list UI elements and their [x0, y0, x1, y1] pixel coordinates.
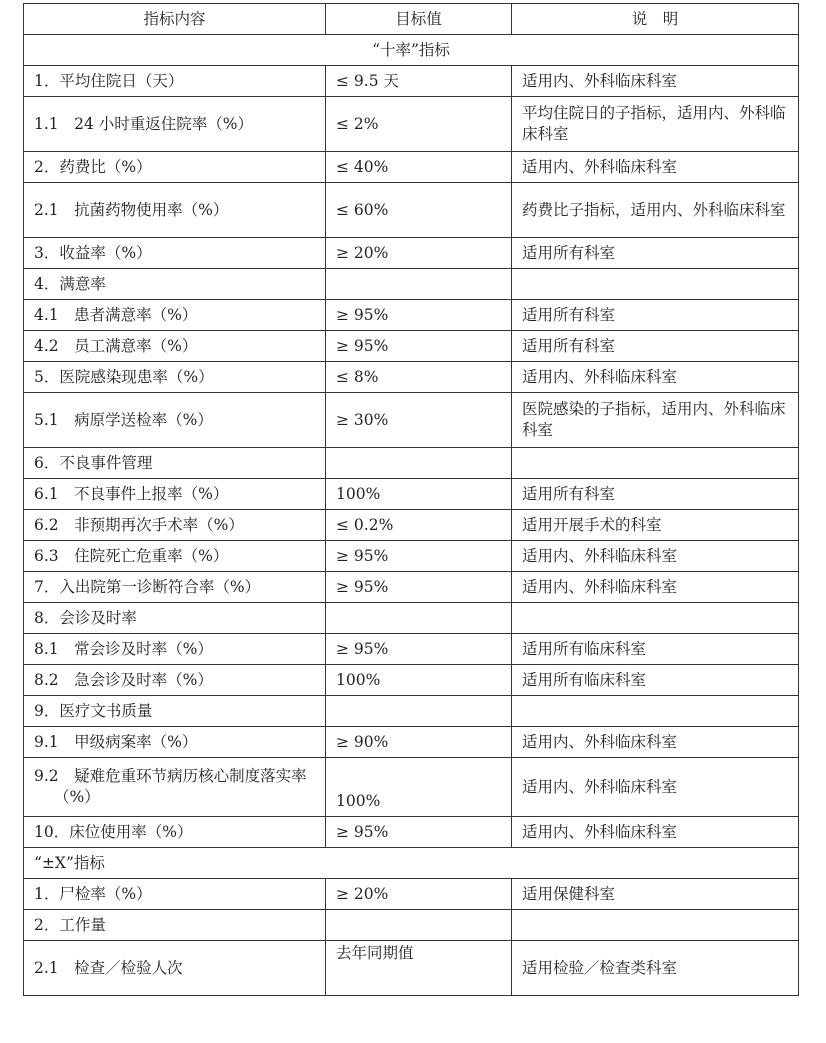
target-value: ≥ 90%	[326, 727, 512, 758]
header-row	[24, 4, 799, 35]
note: 适用所有临床科室	[512, 634, 799, 665]
table-row	[24, 603, 799, 634]
table-row	[24, 183, 799, 238]
indicator-name: 8.1 常会诊及时率（%）	[24, 634, 326, 665]
target-value: ≤ 9.5 天	[326, 66, 512, 97]
note: 药费比子指标，适用内、外科临床科室	[512, 183, 799, 238]
target-value: ≥ 95%	[326, 300, 512, 331]
table-row	[24, 97, 799, 152]
note: 医院感染的子指标，适用内、外科临床科室	[512, 393, 799, 448]
indicator-name: 5.1 病原学送检率（%）	[24, 393, 326, 448]
table-row	[24, 152, 799, 183]
indicator-name: 4．满意率	[24, 269, 326, 300]
table-row	[24, 393, 799, 448]
table-row	[24, 696, 799, 727]
indicator-name: 2.1 检查／检验人次	[24, 941, 326, 996]
note	[512, 269, 799, 300]
table-row	[24, 572, 799, 603]
header-note: 说 明	[512, 4, 799, 35]
target-value: ≥ 30%	[326, 393, 512, 448]
indicator-name: 4.1 患者满意率（%）	[24, 300, 326, 331]
target-value: 100%	[326, 665, 512, 696]
target-value: ≤ 40%	[326, 152, 512, 183]
target-value: ≥ 20%	[326, 879, 512, 910]
note: 适用保健科室	[512, 879, 799, 910]
section-row-x	[24, 848, 799, 879]
header-content: 指标内容	[24, 4, 326, 35]
note: 适用内、外科临床科室	[512, 541, 799, 572]
table-row	[24, 362, 799, 393]
note	[512, 448, 799, 479]
indicator-name: 2．工作量	[24, 910, 326, 941]
indicator-name: 6.2 非预期再次手术率（%）	[24, 510, 326, 541]
note	[512, 603, 799, 634]
target-value: ≤ 60%	[326, 183, 512, 238]
note: 适用开展手术的科室	[512, 510, 799, 541]
target-value: ≤ 8%	[326, 362, 512, 393]
indicator-name: 4.2 员工满意率（%）	[24, 331, 326, 362]
target-value: ≥ 95%	[326, 572, 512, 603]
indicator-table	[23, 3, 799, 996]
note: 适用所有临床科室	[512, 665, 799, 696]
table-row	[24, 269, 799, 300]
note: 适用内、外科临床科室	[512, 727, 799, 758]
note: 适用内、外科临床科室	[512, 758, 799, 817]
target-value: 100%	[326, 479, 512, 510]
table-row	[24, 727, 799, 758]
note: 适用所有科室	[512, 331, 799, 362]
target-value	[326, 269, 512, 300]
indicator-name: 8.2 急会诊及时率（%）	[24, 665, 326, 696]
target-value: ≥ 95%	[326, 541, 512, 572]
target-value: ≥ 20%	[326, 238, 512, 269]
indicator-name: 9.2 疑难危重环节病历核心制度落实率（%）	[24, 758, 326, 817]
indicator-name: 1．尸检率（%）	[24, 879, 326, 910]
note	[512, 696, 799, 727]
table-row	[24, 300, 799, 331]
indicator-name: 2．药费比（%）	[24, 152, 326, 183]
target-value: ≤ 2%	[326, 97, 512, 152]
target-value	[326, 696, 512, 727]
indicator-name: 8．会诊及时率	[24, 603, 326, 634]
indicator-name: 1.1 24 小时重返住院率（%）	[24, 97, 326, 152]
note: 适用内、外科临床科室	[512, 362, 799, 393]
target-value	[326, 603, 512, 634]
note: 适用内、外科临床科室	[512, 817, 799, 848]
table-row	[24, 448, 799, 479]
table-row	[24, 510, 799, 541]
target-value: ≥ 95%	[326, 817, 512, 848]
indicator-name: 1．平均住院日（天）	[24, 66, 326, 97]
table-row	[24, 879, 799, 910]
indicator-name: 10．床位使用率（%）	[24, 817, 326, 848]
indicator-name: 9.1 甲级病案率（%）	[24, 727, 326, 758]
table-row	[24, 758, 799, 817]
table-row	[24, 665, 799, 696]
target-value: 去年同期值	[326, 941, 512, 996]
table-row	[24, 817, 799, 848]
section-row-ten-rates	[24, 35, 799, 66]
target-value	[326, 910, 512, 941]
indicator-name: 6.3 住院死亡危重率（%）	[24, 541, 326, 572]
section-title: “十率”指标	[24, 35, 799, 66]
target-value: ≤ 0.2%	[326, 510, 512, 541]
table-row	[24, 479, 799, 510]
note: 适用所有科室	[512, 300, 799, 331]
indicator-name: 6．不良事件管理	[24, 448, 326, 479]
indicator-name: 7．入出院第一诊断符合率（%）	[24, 572, 326, 603]
indicator-name: 3．收益率（%）	[24, 238, 326, 269]
table-row	[24, 941, 799, 996]
note: 适用内、外科临床科室	[512, 152, 799, 183]
table-row	[24, 910, 799, 941]
note: 适用所有科室	[512, 479, 799, 510]
header-target: 目标值	[326, 4, 512, 35]
target-value: 100%	[326, 758, 512, 817]
indicator-name: 5．医院感染现患率（%）	[24, 362, 326, 393]
section-title: “±X”指标	[24, 848, 799, 879]
note	[512, 910, 799, 941]
note: 适用内、外科临床科室	[512, 572, 799, 603]
table-row	[24, 541, 799, 572]
table-row	[24, 331, 799, 362]
note: 平均住院日的子指标，适用内、外科临床科室	[512, 97, 799, 152]
indicator-name: 2.1 抗菌药物使用率（%）	[24, 183, 326, 238]
table-row	[24, 238, 799, 269]
note: 适用内、外科临床科室	[512, 66, 799, 97]
indicator-name: 9．医疗文书质量	[24, 696, 326, 727]
table-row	[24, 634, 799, 665]
target-value: ≥ 95%	[326, 634, 512, 665]
target-value	[326, 448, 512, 479]
table-row	[24, 66, 799, 97]
note: 适用所有科室	[512, 238, 799, 269]
indicator-name: 6.1 不良事件上报率（%）	[24, 479, 326, 510]
note: 适用检验／检查类科室	[512, 941, 799, 996]
target-value: ≥ 95%	[326, 331, 512, 362]
